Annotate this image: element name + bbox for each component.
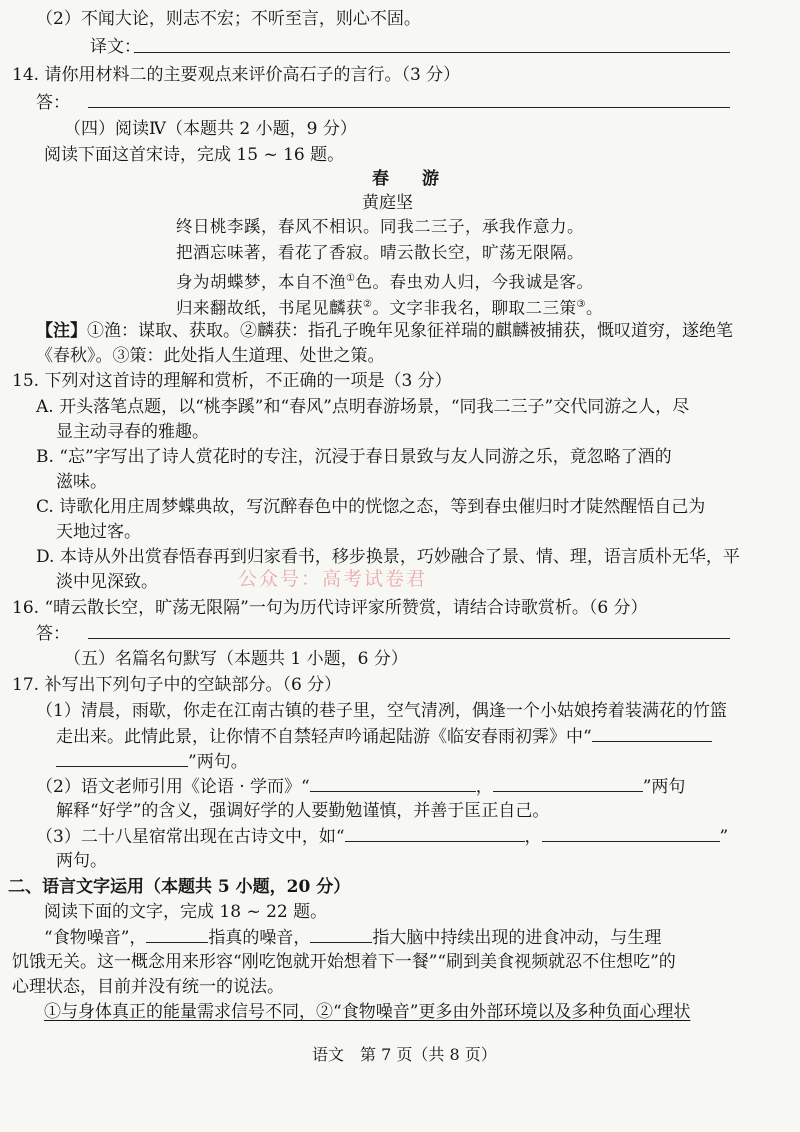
poem-author: 黄庭坚 xyxy=(362,193,413,213)
part2-intro: 阅读下面的文字，完成 18 ~ 22 题。 xyxy=(44,902,328,922)
note-label: 【注】 xyxy=(36,321,87,341)
passage-line-1: “食物噪音”， 指真的噪音， 指大脑中持续出现的进食冲动，与生理 xyxy=(44,928,662,948)
q13-2-translate-label: 译文： xyxy=(90,37,141,57)
q17-3-line-2: 两句。 xyxy=(56,851,107,871)
poem-notes-line-2: 《春秋》。③策：此处指人生道理、处世之策。 xyxy=(36,346,385,366)
q17-1-line-1: （1）清晨，雨歇，你走在江南古镇的巷子里，空气清冽，偶逢一个小姑娘挎着装满花的竹篮 xyxy=(36,701,727,721)
q16-question: 16. “晴云散长空，旷荡无限隔”一句为历代诗评家所赞赏，请结合诗歌赏析。（6 分） xyxy=(12,598,648,618)
q15-option-c-cont: 天地过客。 xyxy=(56,522,141,542)
q16-answer-line xyxy=(88,638,730,639)
watermark: 公众号：高考试卷君 xyxy=(238,568,428,590)
q17-2-line-2: 解释“好学”的含义，强调好学的人要勤勉谨慎，并善于匡正自己。 xyxy=(56,801,550,821)
q17-1-line-3: ”两句。 xyxy=(56,750,248,773)
q15-option-d-cont: 淡中见深致。 xyxy=(56,572,158,592)
q17-1-blank-2[interactable] xyxy=(56,750,188,767)
q15-question: 15. 下列对这首诗的理解和赏析，不正确的一项是（3 分） xyxy=(12,371,452,391)
q17-1-blank-1[interactable] xyxy=(592,725,712,742)
q17-3-blank-2[interactable] xyxy=(542,825,720,842)
q14-question: 14. 请你用材料二的主要观点来评价高石子的言行。（3 分） xyxy=(12,65,461,85)
q14-answer-label: 答： xyxy=(36,93,70,113)
poem-line-3: 身为胡蝶梦，本自不渔①色。春虫劝人归，今我诚是客。 xyxy=(176,272,594,292)
poem-line-2: 把酒忘味著，看花了香寂。晴云散长空，旷荡无限隔。 xyxy=(176,243,584,262)
q17-3-line-1: （3）二十八星宿常出现在古诗文中，如“ ， ” xyxy=(36,827,729,847)
q14-answer-line xyxy=(88,107,730,108)
q15-option-a: A. 开头落笔点题，以“桃李蹊”和“春风”点明春游场景，“同我二三子”交代同游之人，尽 xyxy=(36,397,690,417)
q15-option-b: B. “忘”字写出了诗人赏花时的专注，沉浸于春日景致与友人同游之乐，竟忽略了酒的 xyxy=(36,447,672,467)
passage-line-2: 饥饿无关。这一概念用来形容“刚吃饱就开始想着下一餐”“刷到美食视频就忍不住想吃”的 xyxy=(12,952,676,972)
section4-title: （四）阅读Ⅳ（本题共 2 小题，9 分） xyxy=(64,119,357,139)
q17-2-blank-1[interactable] xyxy=(310,775,476,792)
q15-option-a-cont: 显主动寻春的雅趣。 xyxy=(56,422,209,442)
poem-line-1: 终日桃李蹊，春风不相识。同我二三子，承我作意力。 xyxy=(176,217,584,236)
passage-blank-2[interactable] xyxy=(310,926,372,943)
q15-option-d: D. 本诗从外出赏春悟春再到归家看书，移步换景，巧妙融合了景、情、理，语言质朴无华，平 xyxy=(36,547,740,567)
q17-2-blank-2[interactable] xyxy=(493,775,643,792)
section4-intro: 阅读下面这首宋诗，完成 15 ~ 16 题。 xyxy=(44,145,345,165)
q13-2-sentence: （2）不闻大论，则志不宏；不听至言，则心不固。 xyxy=(36,9,421,29)
part2-title: 二、语言文字运用（本题共 5 小题，20 分） xyxy=(8,877,351,897)
page-footer: 语文 第 7 页（共 8 页） xyxy=(312,1045,497,1064)
q17-1-line-2: 走出来。此情此景，让你情不自禁轻声吟诵起陆游《临安春雨初霁》中“ xyxy=(56,725,712,748)
translate-answer-line xyxy=(134,52,730,53)
q15-option-b-cont: 滋味。 xyxy=(56,472,107,492)
q17-3-blank-1[interactable] xyxy=(345,825,525,842)
passage-line-3: 心理状态，目前并没有统一的说法。 xyxy=(12,977,284,997)
section5-title: （五）名篇名句默写（本题共 1 小题，6 分） xyxy=(64,649,408,669)
poem-title: 春 游 xyxy=(372,169,447,189)
poem-notes-line-1: 【注】①渔：谋取、获取。②麟获：指孔子晚年见象征祥瑞的麒麟被捕获，慨叹道穷，遂绝笔 xyxy=(36,321,733,341)
q17-question: 17. 补写出下列句子中的空缺部分。（6 分） xyxy=(12,675,342,695)
q15-option-c: C. 诗歌化用庄周梦蝶典故，写沉醉春色中的恍惚之态，等到春虫催归时才陡然醒悟自己为 xyxy=(36,497,706,517)
passage-blank-1[interactable] xyxy=(146,926,208,943)
passage-line-4: ①与身体真正的能量需求信号不同，②“食物噪音”更多由外部环境以及多种负面心理状 xyxy=(44,1002,691,1022)
q16-answer-label: 答： xyxy=(36,624,70,644)
q17-2-line-1: （2）语文老师引用《论语 · 学而》“ ， ”两句 xyxy=(36,777,686,797)
poem-line-4: 归来翻故纸，书尾见麟获②。文字非我名，聊取二三策③。 xyxy=(176,298,603,318)
